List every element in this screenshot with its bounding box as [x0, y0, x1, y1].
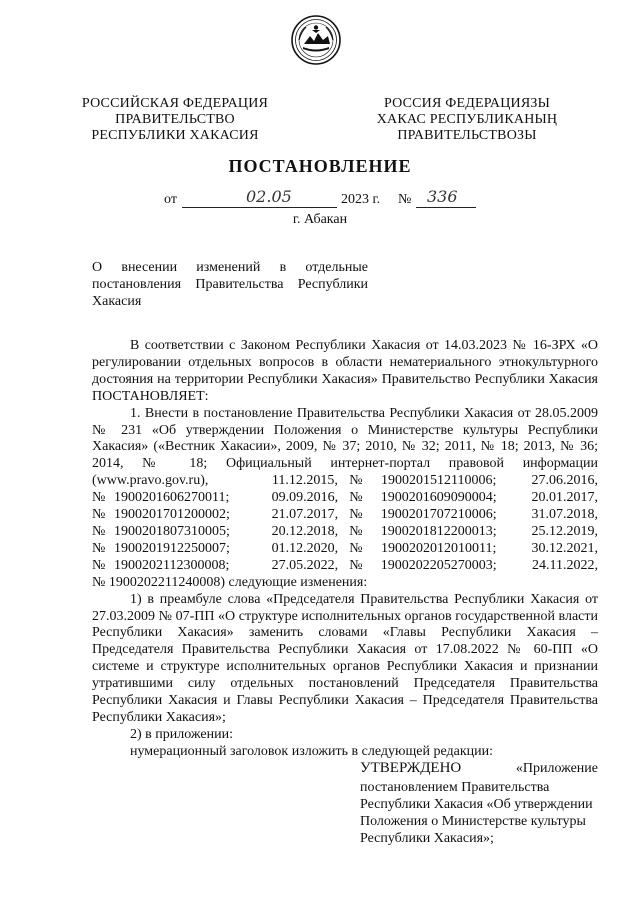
table-cell: 1900201812200013; — [380, 523, 497, 539]
header-right-line: РОССИЯ ФЕДЕРАЦИЯЗЫ — [383, 96, 551, 111]
registration-numbers-table — [92, 473, 598, 574]
table-cell: 1900201512110006; — [381, 473, 497, 489]
handwritten-number: 336 — [427, 187, 458, 206]
paragraph-subitem-2: 2) в приложении: — [130, 726, 233, 742]
table-cell: 1900201707210006; — [380, 507, 497, 523]
table-cell: № — [349, 540, 363, 556]
table-cell: 1900202112300008; — [114, 557, 230, 573]
date-prefix: от — [164, 192, 177, 207]
table-cell: 30.12.2021, — [531, 540, 598, 556]
table-cell: 1900201606270011; — [114, 490, 230, 506]
table-row — [92, 541, 598, 558]
table-cell: 11.12.2015, — [271, 473, 338, 489]
table-cell: 1900202012010011; — [381, 540, 497, 556]
table-cell: 1900201912250007; — [114, 540, 230, 556]
header-right-line: ПРАВИТЕЛЬСТВОЗЫ — [397, 128, 537, 143]
header-left-line: ПРАВИТЕЛЬСТВО — [115, 112, 235, 127]
table-cell: 31.07.2018, — [531, 507, 598, 523]
table-row — [92, 524, 598, 541]
date-underline — [182, 207, 337, 208]
paragraph-heading-instruction: нумерационный заголовок изложить в следующей редакции: — [130, 743, 493, 759]
handwritten-date: 02.05 — [246, 187, 292, 206]
approval-text: постановлением Правительства Республики Хакасия «Об утверждении Положения о Министерстве культуры Республики Хакасия»; — [360, 780, 593, 846]
year: 2023 г. — [341, 192, 381, 207]
city: г. Абакан — [292, 212, 348, 227]
table-cell: № — [349, 507, 363, 523]
table-row — [92, 507, 598, 524]
table-cell: № — [92, 540, 106, 556]
table-cell: 25.12.2019, — [531, 523, 598, 539]
document-body — [92, 338, 598, 778]
header-left-line: РЕСПУБЛИКИ ХАКАСИЯ — [91, 128, 259, 143]
approval-head: УТВЕРЖДЕНО — [360, 760, 462, 776]
table-cell: № — [349, 490, 363, 506]
number-sign: № — [398, 192, 412, 207]
table-cell: № — [349, 523, 363, 539]
table-cell: 20.12.2018, — [271, 523, 339, 539]
table-cell: № — [349, 473, 363, 489]
table-cell: 27.06.2016, — [531, 473, 598, 489]
paragraph-appendix-label: «Приложение — [515, 760, 598, 776]
header-left-line: РОССИЙСКАЯ ФЕДЕРАЦИЯ — [81, 96, 269, 111]
table-cell: № — [92, 490, 106, 506]
table-cell: № — [349, 557, 363, 573]
paragraph-item-1-end: № 1900202211240008) следующие изменения: — [92, 574, 368, 590]
table-row — [92, 490, 598, 507]
document-title: ПОСТАНОВЛЕНИЕ — [228, 156, 412, 176]
subject: О внесении изменений в отдельные постановления Правительства Республики Хакасия — [92, 260, 368, 309]
number-underline — [416, 207, 476, 208]
table-cell: № — [92, 507, 106, 523]
table-cell: № — [92, 523, 106, 539]
table-cell: 1900201701200002; — [114, 507, 230, 523]
table-row — [92, 558, 598, 575]
table-cell: 09.09.2016, — [271, 490, 339, 506]
header-left — [80, 96, 270, 144]
coat-of-arms-icon — [290, 14, 342, 66]
paragraph-subitem-1: 1) в преамбуле слова «Председателя Правительства Республики Хакасия от 27.03.2009 № 07-ПП «О структуре исполнительных органов государственной власти Республики Хакасия» заменить словами «Главы Республики Хакасия – Председателя Правительства Республики Хакасия от 17.08.2022 № 60-ПП «О системе и структуре исполнительных органов Республики Хакасия и признании утратившими силу отдельных постановлений Председателя Правительства Республики Хакасия и Главы Республики Хакасия – Председателя Правительства Республики Хакасия»; — [92, 591, 598, 725]
header-right-line: ХАКАС РЕСПУБЛИКАНЫҢ — [376, 112, 558, 127]
table-cell: 1900202205270003; — [380, 557, 497, 573]
date-number-line — [0, 187, 640, 210]
table-cell: 1900201609090004; — [380, 490, 497, 506]
table-cell: № — [92, 557, 106, 573]
table-cell: 24.11.2022, — [532, 557, 598, 573]
header-right — [372, 96, 562, 144]
table-cell: (www.pravo.gov.ru), — [92, 473, 209, 489]
table-row — [92, 473, 598, 490]
table-cell: 01.12.2020, — [271, 540, 339, 556]
table-cell: 27.05.2022, — [271, 557, 339, 573]
table-cell: 21.07.2017, — [271, 507, 339, 523]
paragraph-item-1: 1. Внести в постановление Правительства Республики Хакасия от 28.05.2009 № 231 «Об утверждении Положения о Министерстве культуры Республики Хакасия» («Вестник Хакасии», 2009, № 37; 2010, № 32; 2011, № 18; 2013, № 36; 2014, № 18; Официальный интернет-портал правовой информации — [92, 405, 598, 472]
table-cell: 20.01.2017, — [531, 490, 598, 506]
approval-block — [360, 760, 610, 847]
paragraph-preamble: В соответствии с Законом Республики Хакасия от 14.03.2023 № 16-ЗРХ «О регулировании отдельных вопросов в области нематериального этнокультурного достояния на территории Республики Хакасия» Правительство Республики Хакасия ПОСТАНОВЛЯЕТ: — [92, 338, 598, 404]
table-cell: 1900201807310005; — [114, 523, 230, 539]
